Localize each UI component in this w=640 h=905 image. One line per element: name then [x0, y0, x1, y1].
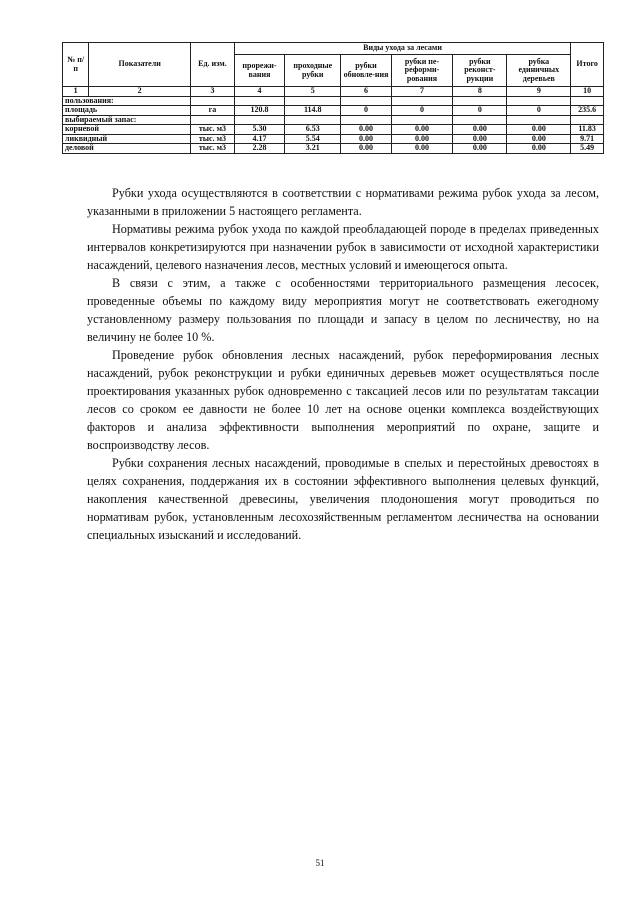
header-col-5: рубки реконст-рукции — [453, 55, 507, 87]
table-cell-c2: 3.21 — [285, 144, 341, 154]
table-cell-c2: 6.53 — [285, 125, 341, 135]
paragraph: В связи с этим, а также с особенностями территориального размещения лесосек, проведенные объемы по каждому виду мероприятия могут не соответствовать ежегодному установленному размеру пользования по площади и запасу в целом по лесничеству, но на величину не более 10 %. — [87, 276, 599, 344]
table-cell-c3: 0.00 — [341, 125, 391, 135]
table-cell-c1: 4.17 — [234, 134, 284, 144]
table-cell-c4: 0.00 — [391, 134, 453, 144]
table-cell-label: площадь — [63, 106, 191, 116]
table-cell-total: 11.83 — [571, 125, 604, 135]
table-cell-c2: 114.8 — [285, 106, 341, 116]
table-cell-c3: 0.00 — [341, 144, 391, 154]
table-cell-c1: 5.30 — [234, 125, 284, 135]
table-cell-label: выбираемый запас: — [63, 115, 191, 125]
col-num: 6 — [341, 87, 391, 97]
col-num: 5 — [285, 87, 341, 97]
table-cell-c5: 0.00 — [453, 134, 507, 144]
paragraph: Рубки ухода осуществляются в соответствии с нормативами режима рубок ухода за лесом, указанными в приложении 5 настоящего регламента. — [87, 186, 599, 218]
column-number-row — [63, 87, 604, 97]
table-cell-c1: 2.28 — [234, 144, 284, 154]
table-row — [63, 106, 604, 116]
table-cell-label: деловой — [63, 144, 191, 154]
table-row — [63, 134, 604, 144]
table-row — [63, 115, 604, 125]
table-cell-c6: 0 — [507, 106, 571, 116]
table-row — [63, 125, 604, 135]
header-total: Итого — [571, 43, 604, 87]
table-row — [63, 96, 604, 106]
table-cell-c2: 5.54 — [285, 134, 341, 144]
table-cell-label: корневой — [63, 125, 191, 135]
table-cell-c5: 0.00 — [453, 144, 507, 154]
table-cell-c4: 0.00 — [391, 144, 453, 154]
header-col-4: рубки пе-реформи-рования — [391, 55, 453, 87]
table-cell-unit: га — [191, 106, 235, 116]
body-text — [87, 184, 599, 544]
table-row — [63, 144, 604, 154]
col-num: 2 — [89, 87, 191, 97]
table-cell-unit: тыс. м3 — [191, 125, 235, 135]
table-cell-c5: 0 — [453, 106, 507, 116]
table-cell-unit: тыс. м3 — [191, 134, 235, 144]
paragraph: Рубки сохранения лесных насаждений, проводимые в спелых и перестойных древостоях в целях сохранения, поддержания их в состоянии эффективного выполнения целевых функций, накопления качественной древесины, увеличения плодоношения могут проводиться по нормативам рубок, установленным лесохозяйственным регламентом лесничества на основании специальных изысканий и исследований. — [87, 456, 599, 542]
header-col-1: прорежи-вания — [234, 55, 284, 87]
col-num: 4 — [234, 87, 284, 97]
paragraph: Проведение рубок обновления лесных насаждений, рубок переформирования лесных насаждений, рубок реконструкции и рубки единичных деревьев может осуществляться после проектирования указанных рубок одновременно с таксацией лесов или по результатам таксации лесов со сроком ее давности не более 10 лет на основе оценки комплекса воздействующих факторов и анализа эффективности выполнения мероприятий по охране, защите и воспроизводству лесов. — [87, 348, 599, 452]
col-num: 3 — [191, 87, 235, 97]
header-num: № п/п — [63, 43, 89, 87]
table-cell-label: ликвидный — [63, 134, 191, 144]
table-cell-c1: 120.8 — [234, 106, 284, 116]
table-cell-c6: 0.00 — [507, 134, 571, 144]
header-indicators: Показатели — [89, 43, 191, 87]
table-cell-c4: 0 — [391, 106, 453, 116]
col-num: 9 — [507, 87, 571, 97]
table-cell-total: 5.49 — [571, 144, 604, 154]
header-unit: Ед. изм. — [191, 43, 235, 87]
header-col-3: рубки обновле-ния — [341, 55, 391, 87]
table-cell-c5: 0.00 — [453, 125, 507, 135]
table-cell-unit: тыс. м3 — [191, 144, 235, 154]
table-cell-total: 235.6 — [571, 106, 604, 116]
header-col-2: проходные рубки — [285, 55, 341, 87]
table-cell-c3: 0 — [341, 106, 391, 116]
table-cell-total: 9.71 — [571, 134, 604, 144]
table-cell-c6: 0.00 — [507, 125, 571, 135]
page-number: 51 — [315, 858, 325, 868]
paragraph: Нормативы режима рубок ухода по каждой преобладающей породе в пределах приведенных интервалов конкретизируются при назначении рубок в зависимости от исходной характеристики насаждений, целевого назначения лесов, местных условий и имеющегося опыта. — [87, 222, 599, 272]
col-num: 1 — [63, 87, 89, 97]
table-cell-label: пользования: — [63, 96, 191, 106]
col-num: 7 — [391, 87, 453, 97]
table-cell-c3: 0.00 — [341, 134, 391, 144]
col-num: 10 — [571, 87, 604, 97]
table-cell-c4: 0.00 — [391, 125, 453, 135]
col-num: 8 — [453, 87, 507, 97]
header-col-6: рубка единичных деревьев — [507, 55, 571, 87]
table-cell-c6: 0.00 — [507, 144, 571, 154]
forest-care-table — [62, 42, 604, 154]
header-care-types: Виды ухода за лесами — [234, 43, 571, 55]
